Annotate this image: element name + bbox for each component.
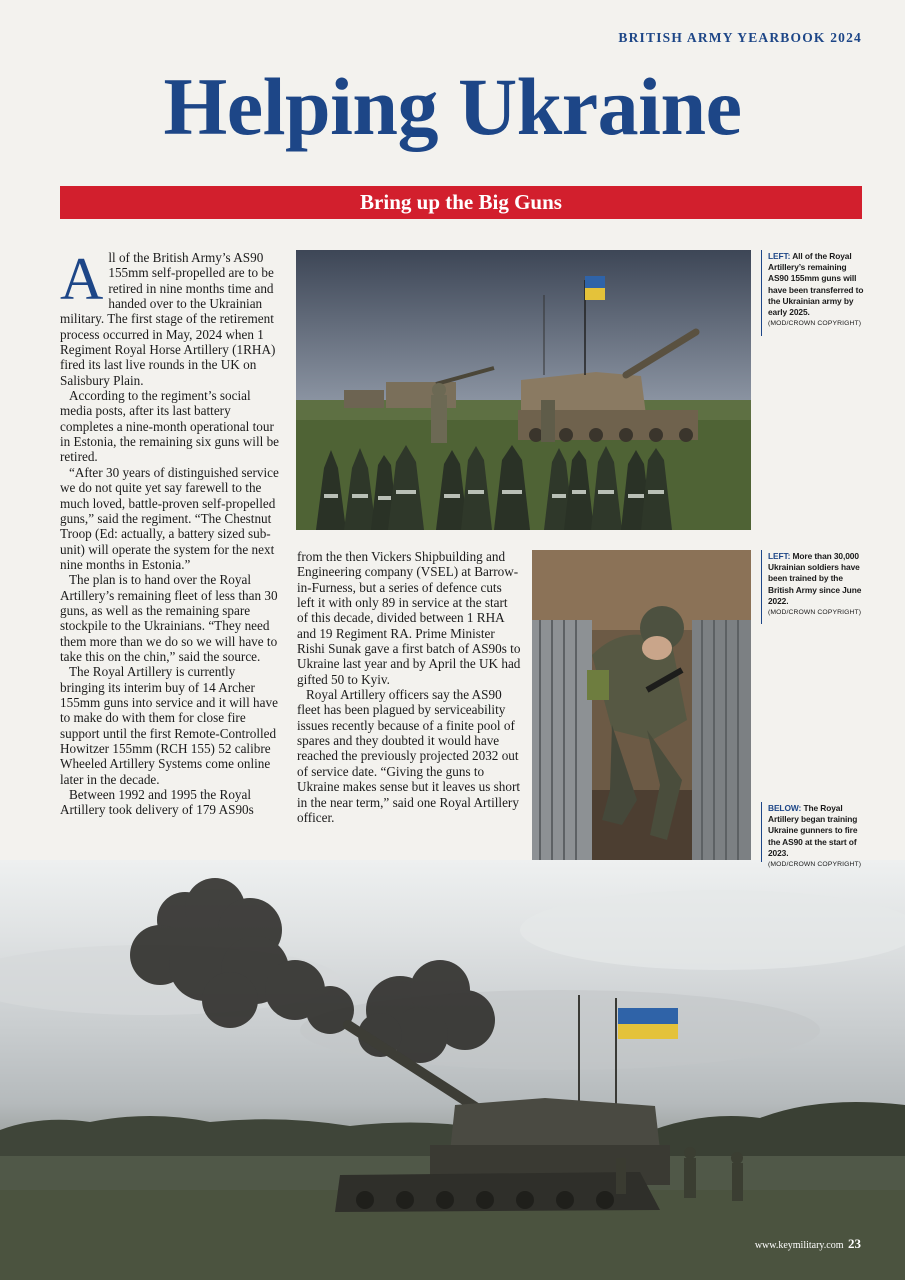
photo-as90-guns	[296, 250, 751, 530]
page-number: 23	[848, 1236, 861, 1251]
publication-header: BRITISH ARMY YEARBOOK 2024	[618, 30, 862, 45]
photo-soldier-trench	[532, 550, 751, 860]
paragraph: Between 1992 and 1995 the Royal Artillery took delivery of 179 AS90s	[60, 787, 254, 818]
paragraph: from the then Vickers Shipbuilding and Engineering company (VSEL) at Barrow-in-Furness, but a series of defence cuts left it with only 89 in service at the start of this decade, divided between 1 RHA and 19 Regiment RA. Prime Minister Rishi Sunak gave a first batch of AS90s to Ukraine last year and by April the UK had gifted 50 to Kyiv.	[297, 549, 521, 687]
paragraph: Royal Artillery officers say the AS90 fleet has been plagued by serviceability issues recently because of a finite pool of spares and they doubted it would have reached the previously projected 2032 out of service date. “Giving the guns to Ukraine makes sense but it leaves us short in the near term,” said one Royal Artillery officer.	[297, 687, 521, 825]
paragraph: All of the British Army’s AS90 155mm self-propelled are to be retired in nine months time and handed over to the Ukrainian military. The first stage of the retirement process occurred in May, 2024 when 1 Regiment Royal Horse Artillery (1RHA) fired its last live rounds in the UK on Salisbury Plain.	[60, 246, 276, 388]
footer	[755, 1236, 861, 1252]
caption-bottom-photo: BELOW: The Royal Artillery began training Ukraine gunners to fire the AS90 at the start of 2023. (MOD/CROWN COPYRIGHT)	[768, 803, 862, 869]
paragraph: “After 30 years of distinguished service we do not quite yet say farewell to the much loved, battle-proven self-propelled guns,” said the regiment. “The Chestnut Troop (Ed: actually, a battery sized sub-unit) will operate the system for the next nine months in Estonia.”	[60, 464, 279, 572]
subtitle-banner: Bring up the Big Guns	[60, 186, 862, 219]
paragraph: According to the regiment’s social media posts, after its last battery completes a nine-month operational tour in Estonia, the remaining six guns will be retired.	[60, 388, 280, 465]
page-title: Helping Ukraine	[163, 61, 742, 152]
paragraph: The Royal Artillery is currently bringing its interim buy of 14 Archer 155mm guns into service and it will have to make do with them for close fire support until the first Remote-Controlled Howitzer 155mm (RCH 155) 52 calibre Wheeled Artillery Systems come online later in the decade.	[60, 664, 278, 787]
paragraph: The plan is to hand over the Royal Artillery’s remaining fleet of less than 30 guns, as well as the remaining spare stockpile to the Ukrainians. “They need them more than we do so we will have to take this on the chin,” said the source.	[60, 572, 278, 664]
caption-top-photo: LEFT: All of the Royal Artillery’s remaining AS90 155mm guns will have been transferred to the Ukrainian army by early 2025. (MOD/CROWN COPYRIGHT)	[768, 251, 864, 328]
caption-rule	[761, 550, 762, 624]
footer-url[interactable]: www.keymilitary.com	[754, 1240, 844, 1251]
bottom-photo-as90-firing	[0, 860, 905, 1280]
dropcap: A	[60, 246, 104, 312]
article-column-1	[60, 246, 282, 818]
caption-rule	[761, 802, 762, 862]
caption-rule	[761, 250, 762, 336]
caption-soldier-photo: LEFT: More than 30,000 Ukrainian soldiers have been trained by the British Army since June 2022. (MOD/CROWN COPYRIGHT)	[768, 551, 862, 617]
article-column-2	[297, 549, 521, 825]
